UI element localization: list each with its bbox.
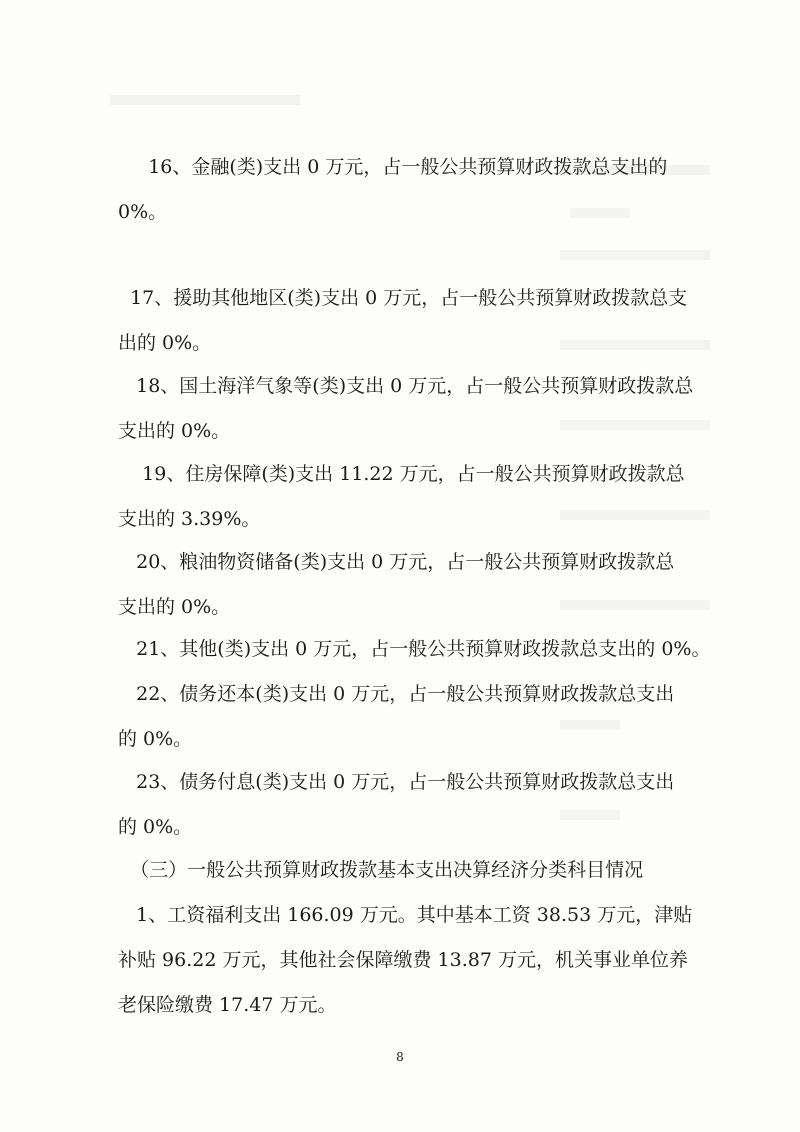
paragraph-item-22 <box>118 672 708 762</box>
paragraph-line: 支出的 3.39%。 <box>118 508 261 530</box>
paragraph-line: 21、其他(类)支出 0 万元，占一般公共预算财政拨款总支出的 0%。 <box>118 638 711 660</box>
paragraph-item-wages <box>118 893 708 1028</box>
paragraph-item-17 <box>118 276 708 366</box>
paragraph-line: 16、金融(类)支出 0 万元，占一般公共预算财政拨款总支出的 <box>118 156 668 178</box>
paragraph-item-20 <box>118 540 708 630</box>
paragraph-line: 23、债务付息(类)支出 0 万元，占一般公共预算财政拨款总支出 <box>118 771 675 793</box>
paragraph-line: 0%。 <box>118 201 168 223</box>
paragraph-item-18 <box>118 364 708 454</box>
paragraph-line: 支出的 0%。 <box>118 596 231 618</box>
paragraph-line: 17、援助其他地区(类)支出 0 万元，占一般公共预算财政拨款总支 <box>118 287 688 309</box>
paragraph-line: 1、工资福利支出 166.09 万元。其中基本工资 38.53 万元，津贴 <box>118 904 693 926</box>
paragraph-item-21 <box>118 627 711 672</box>
paragraph-line: 出的 0%。 <box>118 332 212 354</box>
paragraph-line: 老保险缴费 17.47 万元。 <box>118 994 337 1016</box>
paragraph-line: 19、住房保障(类)支出 11.22 万元，占一般公共预算财政拨款总 <box>118 463 685 485</box>
paragraph-line: 的 0%。 <box>118 816 193 838</box>
paragraph-item-23 <box>118 760 708 850</box>
heading-line: （三）一般公共预算财政拨款基本支出决算经济分类科目情况 <box>118 859 644 881</box>
paragraph-line: 补贴 96.22 万元，其他社会保障缴费 13.87 万元，机关事业单位养 <box>118 949 688 971</box>
section-heading-3 <box>118 848 708 893</box>
page-number: 8 <box>396 1050 404 1064</box>
paragraph-item-19 <box>118 452 708 542</box>
paragraph-line: 20、粮油物资储备(类)支出 0 万元，占一般公共预算财政拨款总 <box>118 551 675 573</box>
paragraph-line: 的 0%。 <box>118 728 193 750</box>
paragraph-line: 18、国土海洋气象等(类)支出 0 万元，占一般公共预算财政拨款总 <box>118 375 694 397</box>
paragraph-line: 支出的 0%。 <box>118 420 231 442</box>
paragraph-item-16 <box>118 145 708 235</box>
paragraph-line: 22、债务还本(类)支出 0 万元，占一般公共预算财政拨款总支出 <box>118 683 675 705</box>
